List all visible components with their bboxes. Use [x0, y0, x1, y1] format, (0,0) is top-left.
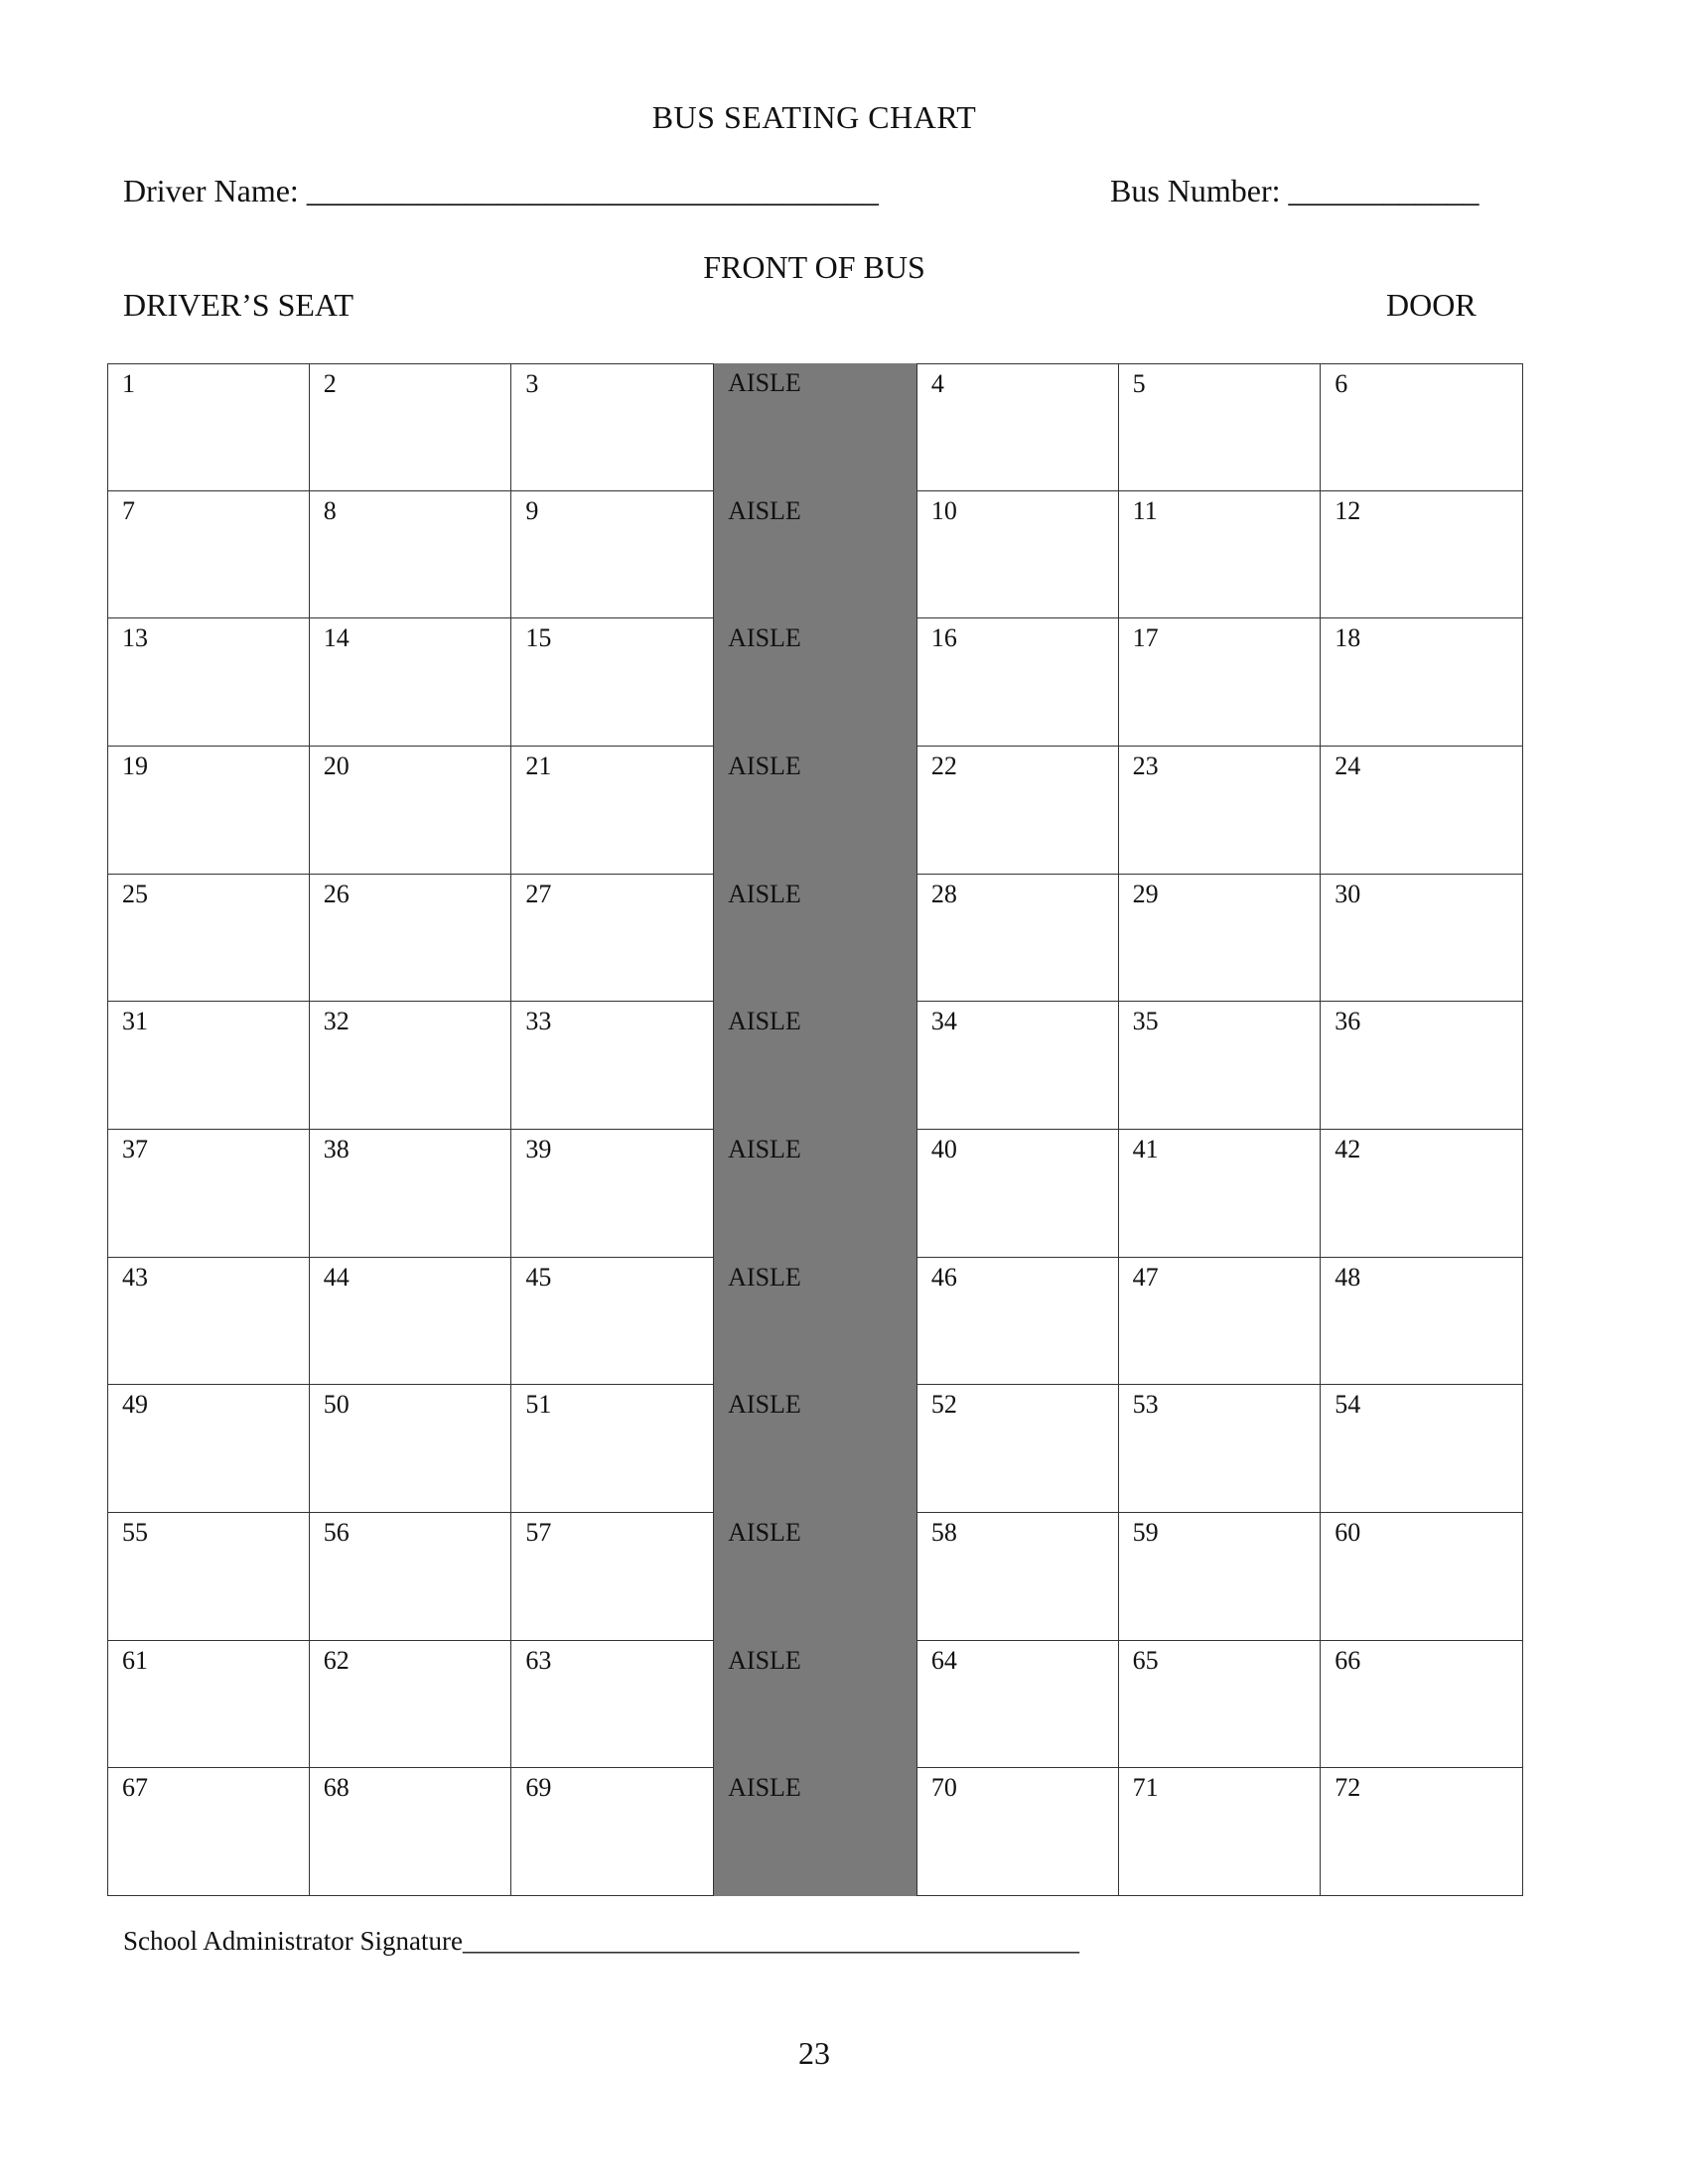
bus-number-field[interactable]: Bus Number: ____________	[1110, 173, 1479, 208]
seat-cell[interactable]: 6	[1321, 363, 1523, 491]
seat-cell[interactable]: 32	[310, 1002, 512, 1130]
seat-cell[interactable]: 65	[1119, 1641, 1322, 1769]
aisle-cell: AISLE	[714, 875, 916, 1003]
page-number: 23	[798, 2035, 830, 2071]
seat-cell[interactable]: 38	[310, 1130, 512, 1258]
seat-cell[interactable]: 31	[107, 1002, 310, 1130]
seat-cell[interactable]: 34	[916, 1002, 1119, 1130]
seating-grid	[107, 363, 1523, 1896]
seat-cell[interactable]: 36	[1321, 1002, 1523, 1130]
seat-cell[interactable]: 3	[511, 363, 714, 491]
seat-cell[interactable]: 49	[107, 1385, 310, 1513]
seat-cell[interactable]: 37	[107, 1130, 310, 1258]
aisle-cell: AISLE	[714, 1641, 916, 1769]
aisle-cell: AISLE	[714, 618, 916, 747]
seat-cell[interactable]: 2	[310, 363, 512, 491]
seat-cell[interactable]: 60	[1321, 1513, 1523, 1641]
seat-cell[interactable]: 22	[916, 747, 1119, 875]
seat-cell[interactable]: 62	[310, 1641, 512, 1769]
seat-cell[interactable]: 20	[310, 747, 512, 875]
seat-cell[interactable]: 47	[1119, 1258, 1322, 1386]
seat-cell[interactable]: 54	[1321, 1385, 1523, 1513]
seat-cell[interactable]: 35	[1119, 1002, 1322, 1130]
seat-cell[interactable]: 7	[107, 491, 310, 619]
aisle-cell: AISLE	[714, 1385, 916, 1513]
seat-cell[interactable]: 12	[1321, 491, 1523, 619]
seat-cell[interactable]: 23	[1119, 747, 1322, 875]
seat-cell[interactable]: 43	[107, 1258, 310, 1386]
aisle-cell: AISLE	[714, 1513, 916, 1641]
drivers-seat-label: DRIVER’S SEAT	[123, 287, 354, 323]
seat-cell[interactable]: 25	[107, 875, 310, 1003]
administrator-signature-field[interactable]: School Administrator Signature______________________________________________	[123, 1926, 1079, 1956]
seat-cell[interactable]: 52	[916, 1385, 1119, 1513]
seat-cell[interactable]: 68	[310, 1768, 512, 1896]
seat-cell[interactable]: 53	[1119, 1385, 1322, 1513]
seat-cell[interactable]: 29	[1119, 875, 1322, 1003]
seat-cell[interactable]: 11	[1119, 491, 1322, 619]
aisle-cell: AISLE	[714, 363, 916, 491]
seat-cell[interactable]: 44	[310, 1258, 512, 1386]
seat-cell[interactable]: 8	[310, 491, 512, 619]
front-of-bus-label: FRONT OF BUS	[703, 249, 925, 285]
aisle-cell: AISLE	[714, 747, 916, 875]
seat-cell[interactable]: 63	[511, 1641, 714, 1769]
seat-cell[interactable]: 16	[916, 618, 1119, 747]
seat-cell[interactable]: 18	[1321, 618, 1523, 747]
seat-cell[interactable]: 28	[916, 875, 1119, 1003]
seat-cell[interactable]: 26	[310, 875, 512, 1003]
seat-cell[interactable]: 15	[511, 618, 714, 747]
seat-cell[interactable]: 30	[1321, 875, 1523, 1003]
seat-cell[interactable]: 56	[310, 1513, 512, 1641]
seat-cell[interactable]: 70	[916, 1768, 1119, 1896]
seat-cell[interactable]: 61	[107, 1641, 310, 1769]
seat-cell[interactable]: 42	[1321, 1130, 1523, 1258]
seat-cell[interactable]: 24	[1321, 747, 1523, 875]
seat-cell[interactable]: 33	[511, 1002, 714, 1130]
driver-name-field[interactable]: Driver Name: ____________________________________	[123, 173, 879, 208]
seat-cell[interactable]: 21	[511, 747, 714, 875]
seat-cell[interactable]: 41	[1119, 1130, 1322, 1258]
seat-cell[interactable]: 4	[916, 363, 1119, 491]
seat-cell[interactable]: 55	[107, 1513, 310, 1641]
seat-cell[interactable]: 14	[310, 618, 512, 747]
seat-cell[interactable]: 57	[511, 1513, 714, 1641]
seat-cell[interactable]: 66	[1321, 1641, 1523, 1769]
seat-cell[interactable]: 45	[511, 1258, 714, 1386]
seat-cell[interactable]: 71	[1119, 1768, 1322, 1896]
seat-cell[interactable]: 69	[511, 1768, 714, 1896]
aisle-cell: AISLE	[714, 1002, 916, 1130]
seat-cell[interactable]: 17	[1119, 618, 1322, 747]
aisle-cell: AISLE	[714, 1768, 916, 1896]
seat-cell[interactable]: 27	[511, 875, 714, 1003]
seat-cell[interactable]: 64	[916, 1641, 1119, 1769]
seat-cell[interactable]: 58	[916, 1513, 1119, 1641]
seat-cell[interactable]: 39	[511, 1130, 714, 1258]
aisle-cell: AISLE	[714, 491, 916, 619]
seat-cell[interactable]: 50	[310, 1385, 512, 1513]
aisle-cell: AISLE	[714, 1130, 916, 1258]
seat-cell[interactable]: 51	[511, 1385, 714, 1513]
page-title: BUS SEATING CHART	[651, 99, 977, 135]
seat-cell[interactable]: 1	[107, 363, 310, 491]
seat-cell[interactable]: 10	[916, 491, 1119, 619]
seat-cell[interactable]: 46	[916, 1258, 1119, 1386]
seat-cell[interactable]: 13	[107, 618, 310, 747]
seat-cell[interactable]: 48	[1321, 1258, 1523, 1386]
seat-cell[interactable]: 19	[107, 747, 310, 875]
aisle-cell: AISLE	[714, 1258, 916, 1386]
seat-cell[interactable]: 59	[1119, 1513, 1322, 1641]
seat-cell[interactable]: 9	[511, 491, 714, 619]
seat-cell[interactable]: 5	[1119, 363, 1322, 491]
seat-cell[interactable]: 67	[107, 1768, 310, 1896]
door-label: DOOR	[1386, 287, 1477, 323]
seat-cell[interactable]: 72	[1321, 1768, 1523, 1896]
seat-cell[interactable]: 40	[916, 1130, 1119, 1258]
